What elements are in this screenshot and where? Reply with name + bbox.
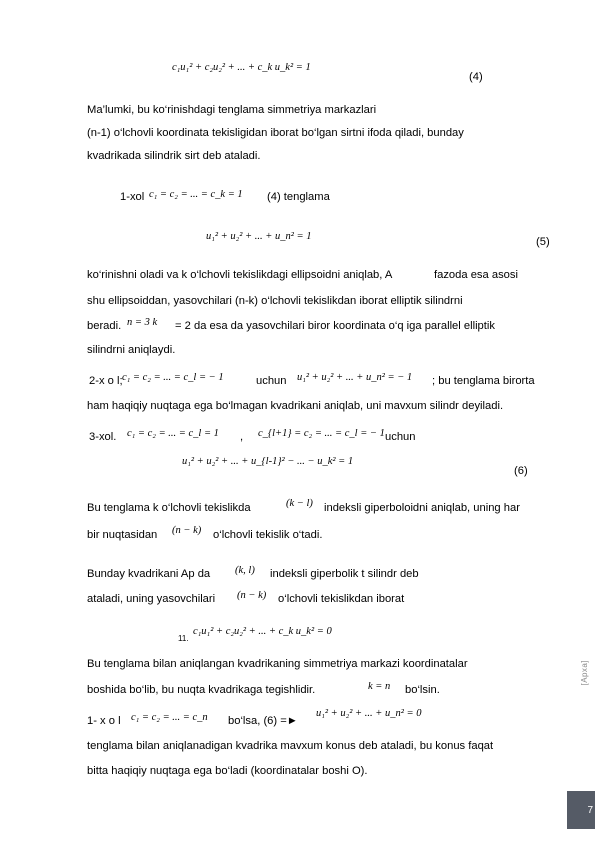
text-line: ko‘rinishni oladi va k o‘lchovli tekislikdagi ellipsoidni aniqlab, A [87, 269, 393, 281]
case-label: 1- x o l [87, 715, 121, 727]
formula-coefficients-rest: c_{l+1} = c₂ = ... = c_l = − 1 [258, 428, 385, 439]
text-fragment: , [240, 431, 244, 443]
text-line: kvadrikada silindrik sirt deb ataladi. [87, 150, 261, 162]
formula-imaginary-cone: u₁² + u₂² + ... + u_n² = 0 [316, 708, 422, 719]
text-fragment: indeksli giperbolik t silindr deb [270, 568, 419, 580]
text-fragment: (4) tenglama [267, 191, 330, 203]
formula-prefix: 11. [178, 634, 189, 643]
formula-hyperboloid: u₁² + u₂² + ... + u_{l-1}² − ... − u_k² = 1 [182, 456, 354, 467]
page-number-box [567, 791, 595, 829]
sidebar-label: [Aрха] [580, 660, 589, 686]
text-fragment: o‘lchovli tekislikdan iborat [278, 593, 405, 605]
formula-quadric: c₁u₁² + c₂u₂² + ... + c_k u_k² = 1 [172, 62, 311, 73]
formula-coefficients-negative: c₁ = c₂ = ... = c_l = − 1 [122, 372, 224, 383]
text-fragment: fazoda esa asosi [434, 269, 518, 281]
text-fragment: ataladi, uning yasovchilari [87, 593, 216, 605]
formula-k-n: k = n [368, 681, 391, 692]
case-label: 2-x o l; [89, 375, 123, 387]
text-fragment: beradi. [87, 320, 122, 332]
formula-index: (k − l) [286, 498, 313, 509]
formula-equal-coefficients: c₁ = c₂ = ... = c_n [131, 712, 208, 723]
formula-imaginary: u₁² + u₂² + ... + u_n² = − 1 [297, 372, 413, 383]
equation-number-5: (5) [536, 236, 550, 248]
text-fragment: uchun [256, 375, 287, 387]
text-line: Bu tenglama bilan aniqlangan kvadrikaning simmetriya markazi koordinatalar [87, 658, 468, 670]
formula-dimension: (n − k) [172, 525, 202, 536]
text-fragment: boshida bo‘lib, bu nuqta kvadrikaga tegishlidir. [87, 684, 316, 696]
formula-ellipsoid: u₁² + u₂² + ... + u_n² = 1 [206, 231, 312, 242]
text-line: shu ellipsoiddan, yasovchilari (n-k) o‘lchovli tekislikdan iborat elliptik silindrni [87, 295, 463, 307]
formula-cone: c₁u₁² + c₂u₂² + ... + c_k u_k² = 0 [193, 626, 332, 637]
text-fragment: = 2 da esa da yasovchilari biror koordinata o‘q iga parallel elliptik [175, 320, 495, 332]
formula-dimension: (n − k) [237, 590, 267, 601]
formula-index-pair: (k, l) [235, 565, 255, 576]
text-line: ham haqiqiy nuqtaga ega bo‘lmagan kvadrikani aniqlab, uni mavxum silindr deyiladi. [87, 400, 504, 412]
text-fragment: bir nuqtasidan [87, 529, 158, 541]
text-fragment: Bunday kvadrikani Ap da [87, 568, 211, 580]
formula-n-k: n = 3 k [127, 317, 158, 328]
case-label: 1-xol [120, 191, 145, 203]
text-line: tenglama bilan aniqlanadigan kvadrika mavxum konus deb ataladi, bu konus faqat [87, 740, 494, 752]
text-fragment: indeksli giperboloidni aniqlab, uning har [324, 502, 520, 514]
equation-number-6: (6) [514, 465, 528, 477]
equation-number-4: (4) [469, 71, 483, 83]
text-fragment: bo‘lsin. [405, 684, 440, 696]
text-line: (n-1) o‘lchovli koordinata tekisligidan iborat bo‘lgan sirtni ifoda qiladi, bunday [87, 127, 464, 139]
case-label: 3-xol. [89, 431, 117, 443]
page-number: 7 [587, 805, 593, 816]
text-fragment: uchun [385, 431, 416, 443]
formula-coefficients: c₁ = c₂ = ... = c_k = 1 [149, 189, 243, 200]
text-line: Ma’lumki, bu ko‘rinishdagi tenglama simmetriya markazlari [87, 104, 377, 116]
text-line: silindrni aniqlaydi. [87, 344, 176, 356]
text-fragment: bo‘lsa, (6) =► [228, 715, 298, 727]
text-line: bitta haqiqiy nuqtaga ega bo‘ladi (koordinatalar boshi O). [87, 765, 368, 777]
formula-coefficients-positive: c₁ = c₂ = ... = c_l = 1 [127, 428, 219, 439]
text-fragment: ; bu tenglama birorta [432, 375, 535, 387]
text-fragment: Bu tenglama k o‘lchovli tekislikda [87, 502, 251, 514]
text-fragment: o‘lchovli tekislik o‘tadi. [213, 529, 323, 541]
